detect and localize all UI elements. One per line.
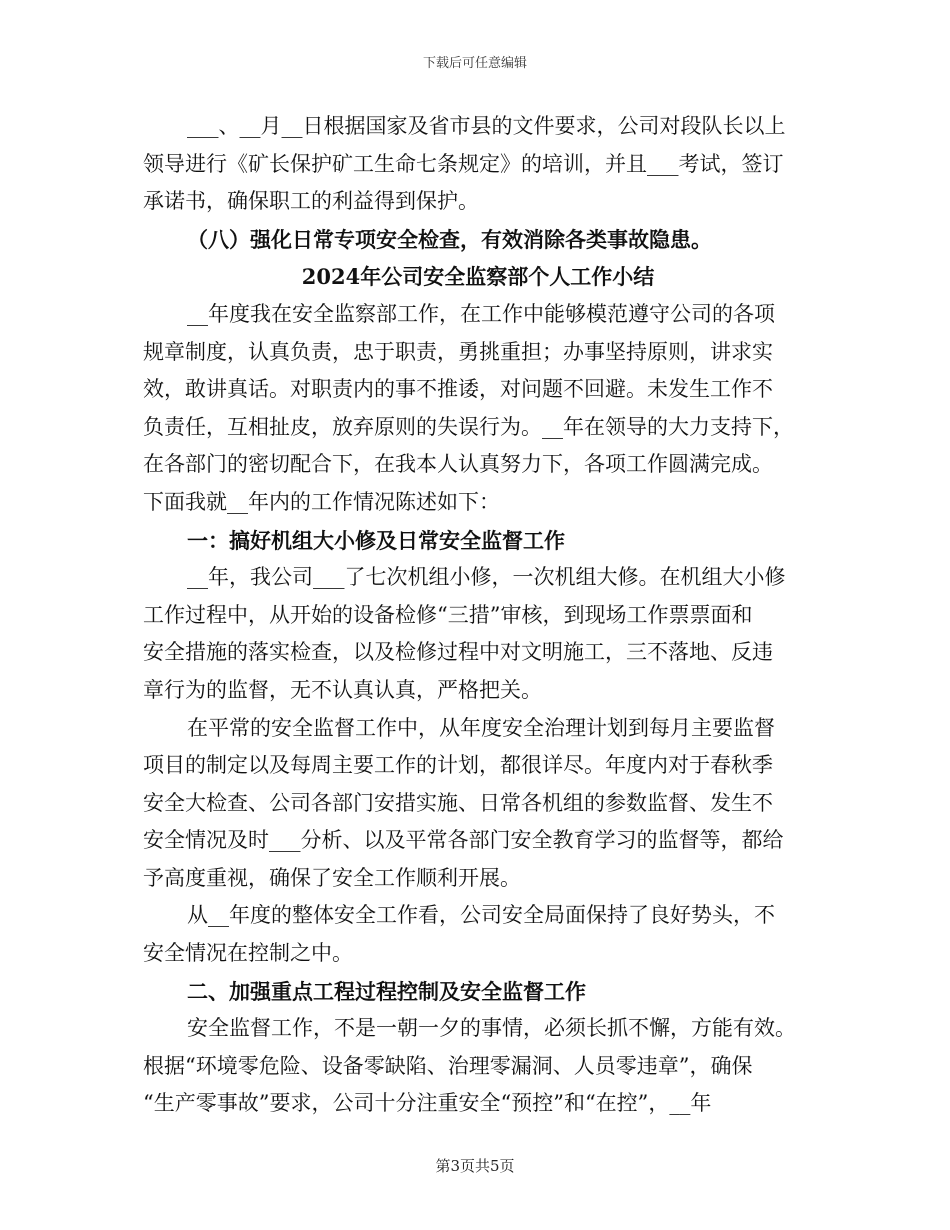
paragraph-line: 在各部门的密切配合下，在我本人认真努力下，各项工作圆满完成。 — [143, 452, 773, 477]
paragraph-line: 规章制度，认真负责，忠于职责，勇挑重担；办事坚持原则，讲求实 — [143, 339, 773, 364]
paragraph-line: 安全监督工作，不是一朝一夕的事情，必须长抓不懈，方能有效。 — [187, 1016, 796, 1041]
paragraph-line: “生产零事故”要求，公司十分注重安全“预控”和“在控”，__年 — [143, 1091, 712, 1116]
paragraph-line: 章行为的监督，无不认真认真，严格把关。 — [143, 677, 542, 702]
paragraph-line: 承诺书，确保职工的利益得到保护。 — [143, 189, 479, 214]
paragraph-line: 安全情况在控制之中。 — [143, 941, 353, 966]
section-heading: 一：搞好机组大小修及日常安全监督工作 — [187, 527, 565, 553]
page-footer: 第3页共5页 — [435, 1157, 515, 1175]
paragraph-line: 在平常的安全监督工作中，从年度安全治理计划到每月主要监督 — [187, 715, 775, 740]
paragraph-line: 负责任，互相扯皮，放弃原则的失误行为。__年在领导的大力支持下， — [143, 414, 794, 439]
paragraph-line: 项目的制定以及每周主要工作的计划，都很详尽。年度内对于春秋季 — [143, 753, 773, 778]
paragraph-line: 安全措施的落实检查，以及检修过程中对文明施工，三不落地、反违 — [143, 640, 773, 665]
section-heading: 二、加强重点工程过程控制及安全监督工作 — [187, 978, 586, 1004]
paragraph-line: __年，我公司___了七次机组小修，一次机组大修。在机组大小修 — [187, 565, 786, 590]
paragraph-line: 工作过程中，从开始的设备检修“三措”审核，到现场工作票票面和 — [143, 602, 753, 627]
page-header: 下载后可任意编辑 — [422, 56, 527, 71]
section-heading: （八）强化日常专项安全检查，有效消除各类事故隐患。 — [187, 226, 712, 252]
paragraph-line: ___、__月__日根据国家及省市县的文件要求，公司对段队长以上 — [187, 114, 786, 138]
paragraph-line: 予高度重视，确保了安全工作顺利开展。 — [143, 865, 521, 890]
document-body — [143, 108, 813, 1123]
paragraph-line: 从__年度的整体安全工作看，公司安全局面保持了良好势头，不 — [187, 903, 775, 928]
paragraph-line: 领导进行《矿长保护矿工生命七条规定》的培训，并且___考试，签订 — [143, 151, 784, 176]
paragraph-line: 安全大检查、公司各部门安措实施、日常各机组的参数监督、发生不 — [143, 790, 773, 815]
paragraph-line: 效，敢讲真话。对职责内的事不推诿，对问题不回避。未发生工作不 — [143, 377, 773, 402]
document-title: 2024年公司安全监察部个人工作小结 — [301, 264, 655, 290]
paragraph-line: 安全情况及时___分析、以及平常各部门安全教育学习的监督等，都给 — [143, 828, 784, 853]
paragraph-line: 根据“环境零危险、设备零缺陷、治理零漏洞、人员零违章”，确保 — [143, 1053, 753, 1078]
paragraph-line: __年度我在安全监察部工作，在工作中能够模范遵守公司的各项 — [187, 301, 775, 326]
paragraph-line: 下面我就__年内的工作情况陈述如下： — [143, 489, 500, 514]
